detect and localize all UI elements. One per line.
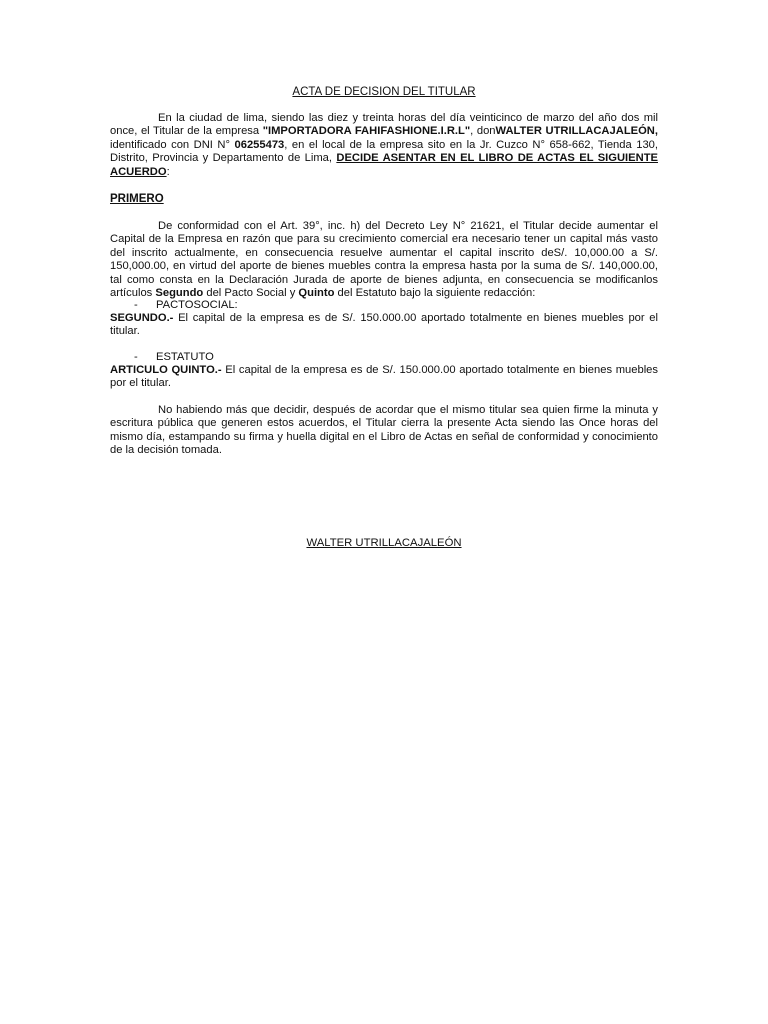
segundo-ref: Segundo (155, 287, 204, 300)
intro-text-1: En la ciudad de lima, siendo las diez y treinta horas del día veinticinco de marzo del año dos mil once, el Titular de la empresa (110, 112, 658, 138)
quinto-text: El capital de la empresa es de S/. 150.000.00 aportado totalmente en bienes muebles por el titular. (110, 364, 658, 390)
primero-paragraph (110, 220, 658, 300)
estatuto-label: ESTATUTO (156, 351, 214, 363)
dni-number: 06255473 (234, 138, 285, 151)
estatuto-bullet (110, 351, 704, 364)
document-title: ACTA DE DECISION DEL TITULAR (292, 86, 476, 98)
quinto-ref: Quinto (298, 287, 335, 300)
intro-text-5: : (166, 165, 170, 178)
owner-name: WALTER UTRILLACAJALEÓN, (495, 125, 658, 138)
quinto-label: ARTICULO QUINTO.- (110, 364, 222, 376)
bullet-dash: - (134, 351, 138, 363)
intro-text-4: , en el local de la empresa sito en la Jr. Cuzco N° 658-662, Tienda 130, Distrito, Provincia y Departamento de Lima, (110, 138, 659, 165)
primero-text-2: del Pacto Social y (203, 287, 299, 300)
pacto-social-bullet (110, 299, 704, 312)
bullet-dash: - (134, 299, 138, 311)
closing-paragraph: No habiendo más que decidir, después de acordar que el mismo titular sea quien firme la minuta y escritura pública que generen estos acuerdos, el Titular cierra la presente Acta siendo las Once horas del mismo día, estampando su firma y huella digital en el Libro de Actas en señal de conformidad y conocimiento de la decisión tomada. (110, 404, 658, 457)
quinto-article (110, 364, 658, 391)
intro-paragraph (110, 112, 658, 179)
primero-text-1: De conformidad con el Art. 39°, inc. h) del Decreto Ley N° 21621, el Titular decide aumentar el Capital de la Empresa en razón que para su crecimiento comercial era necesario tener un capital más vasto del inscrito actualmente, en consecuencia resuelve aumentar el capital inscrito deS/. 10,000.00 a S/. 150,000.00, en virtud del aporte de bienes muebles contra la empresa hasta por la suma de S/. 140,000.00, tal como consta en la Declaración Jurada de aporte de bienes adjunta, en consecuencia se modificanlos artículos (110, 220, 658, 300)
segundo-label: SEGUNDO.- (110, 312, 174, 324)
company-name: "IMPORTADORA FAHIFASHIONE.I.R.L" (262, 125, 471, 138)
pacto-social-label: PACTOSOCIAL: (156, 299, 238, 311)
intro-text-2: , don (470, 125, 496, 138)
signature-name: WALTER UTRILLACAJALEÓN (306, 537, 462, 549)
segundo-text: El capital de la empresa es de S/. 150.000.00 aportado totalmente en bienes muebles por el titular. (110, 312, 658, 338)
primero-heading: PRIMERO (110, 193, 164, 205)
intro-text-3: identificado con DNI N° (110, 138, 235, 151)
decision-text: DECIDE ASENTAR EN EL LIBRO DE ACTAS EL SIGUIENTE ACUERDO (110, 152, 658, 178)
primero-text-3: del Estatuto bajo la siguiente redacción: (334, 287, 536, 300)
segundo-article (110, 312, 658, 339)
